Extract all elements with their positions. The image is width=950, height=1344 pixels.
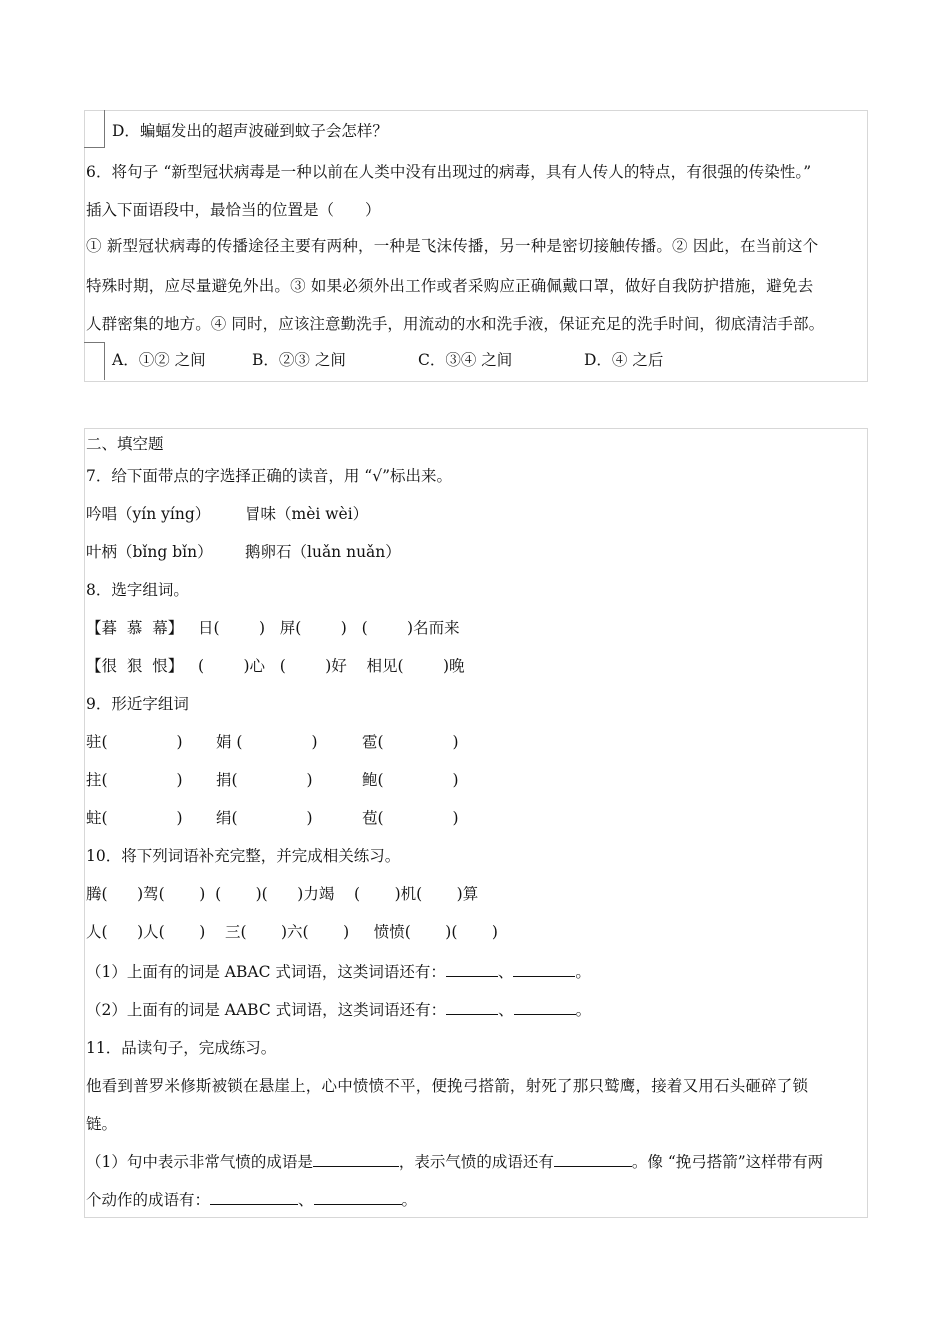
q7-stem: 7．给下面带点的字选择正确的读音，用 “√”标出来。 [86,467,453,485]
q6-stem-line2: 插入下面语段中，最恰当的位置是（ ） [86,201,381,219]
q10-sub1-blank-1[interactable] [446,962,498,977]
q10-sub2-text: （2）上面有的词是 AABC 式词语，这类词语还有： [86,1001,447,1019]
option-bracket-top [84,147,104,148]
q10-line1: 腾( )驾( ) ( )( )力竭 ( )机( )算 [86,885,479,903]
q11-sentence-line2: 链。 [86,1115,118,1133]
q11-sub1 [86,1152,823,1172]
q11-sub1-b: ，表示气愤的成语还有 [398,1153,554,1171]
option-bracket-top-2 [84,342,104,343]
q10-line2: 人( )人( ) 三( )六( ) 愤愤( )( ) [86,923,498,941]
q9-row3-a: 蛀( ) [86,809,183,827]
q7-line2-b: 鹅卵石（luǎn nuǎn） [245,543,401,561]
q11-sub1-end: 。 [401,1191,418,1209]
q7-line1-b: 冒味（mèi wèi） [245,505,369,523]
q11-sub1-a: （1）句中表示非常气愤的成语是 [86,1153,313,1171]
option-bracket-left-2 [104,342,105,380]
q8-line1: 【暮 慕 幕】 日( ) 屏( ) ( )名而来 [86,619,460,637]
q10-sub1-blank-2[interactable] [513,962,575,977]
q6-passage-line3: 人群密集的地方。④ 同时，应该注意勤洗手，用流动的水和洗手液，保证充足的洗手时间，彻底清洁手部。 [86,315,825,333]
option-bracket-left [104,110,105,148]
q11-sub1-blank-4[interactable] [314,1190,402,1205]
q10-sub1 [86,962,591,982]
q9-row2-b: 捐( ) [216,771,313,789]
q10-stem: 10．将下列词语补充完整，并完成相关练习。 [86,847,401,865]
q6-passage-line1: ① 新型冠状病毒的传播途径主要有两种，一种是飞沫传播，另一种是密切接触传播。② 因此，在当前这个 [86,237,819,255]
q9-row2-a: 拄( ) [86,771,183,789]
q6-option-b[interactable]: B．②③ 之间 [252,351,346,369]
q10-sub2-blank-1[interactable] [446,1000,498,1015]
q11-sub1-blank-1[interactable] [313,1152,399,1167]
q5-option-d: D．蝙蝠发出的超声波碰到蚊子会怎样？ [112,122,388,140]
q9-row3-c: 苞( ) [362,809,459,827]
q9-row1-a: 驻( ) [86,733,183,751]
q9-row1-c: 雹( ) [362,733,459,751]
q10-sub1-sep: 、 [497,963,514,981]
q10-sub1-text: （1）上面有的词是 ABAC 式词语，这类词语还有： [86,963,446,981]
q11-sub1-blank-3[interactable] [210,1190,298,1205]
q9-row2-c: 鲍( ) [362,771,459,789]
q11-sub1-c: 。像 “挽弓搭箭”这样带有两 [631,1153,824,1171]
q11-sub1-line2 [86,1190,417,1210]
q8-stem: 8．选字组词。 [86,581,189,599]
q6-option-a[interactable]: A．①② 之间 [112,351,206,369]
q10-sub2-end: 。 [575,1001,592,1019]
q11-sub1-blank-2[interactable] [554,1152,632,1167]
q7-line1-a: 吟唱（yín yíng） [86,505,211,523]
q6-option-d[interactable]: D．④ 之后 [584,351,664,369]
q9-row1-b: 娟 ( ) [216,733,318,751]
q7-line2-a: 叶柄（bǐng bǐn） [86,543,213,561]
q10-sub2-sep: 、 [498,1001,514,1019]
q11-sub1-sep: 、 [298,1191,314,1209]
q11-sub1-line2-text: 个动作的成语有： [86,1191,211,1209]
q8-line2: 【很 狠 恨】 ( )心 ( )好 相见( )晚 [86,657,465,675]
q6-option-c[interactable]: C．③④ 之间 [418,351,513,369]
q10-sub2 [86,1000,591,1020]
q6-passage-line2: 特殊时期，应尽量避免外出。③ 如果必须外出工作或者采购应正确佩戴口罩，做好自我防护措施，避免去 [86,277,814,295]
q6-stem-line1: 6．将句子 “新型冠状病毒是一种以前在人类中没有出现过的病毒，具有人传人的特点，有很强的传染性。” [86,163,812,181]
section-title: 二、填空题 [86,435,164,453]
q10-sub2-blank-2[interactable] [514,1000,576,1015]
q10-sub1-end: 。 [575,963,591,981]
q11-stem: 11．品读句子，完成练习。 [86,1039,277,1057]
q9-stem: 9．形近字组词 [86,695,189,713]
q11-sentence-line1: 他看到普罗米修斯被锁在悬崖上，心中愤愤不平，便挽弓搭箭，射死了那只鹫鹰，接着又用石头砸碎了锁 [86,1077,809,1095]
q9-row3-b: 绢( ) [216,809,313,827]
